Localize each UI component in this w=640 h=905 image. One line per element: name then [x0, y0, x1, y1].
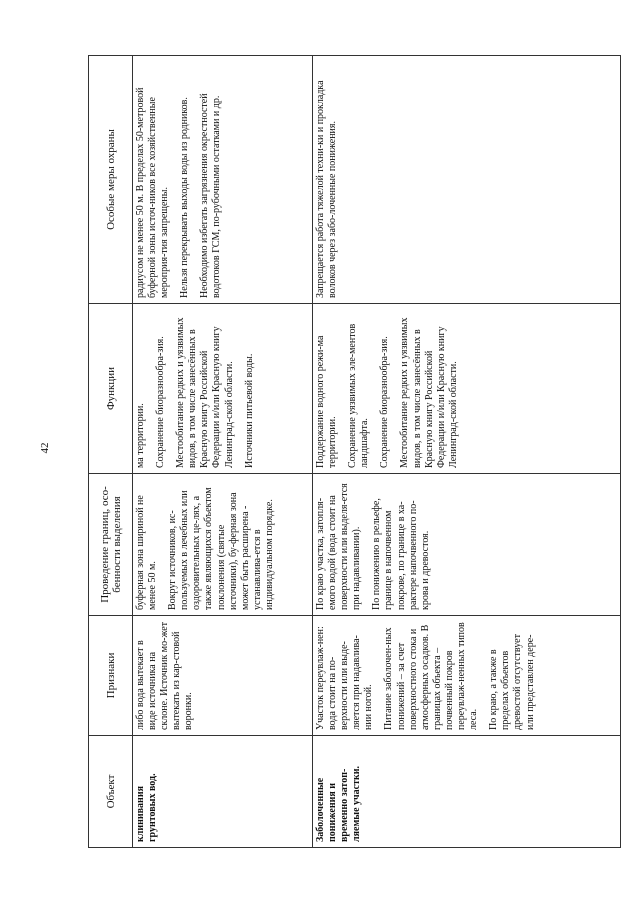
object-line: Заболоченные понижения и временно затоп-ляемые участки. [315, 765, 363, 842]
cell-borders [313, 474, 621, 616]
protection-paragraph: Запрещается работа тяжелой техни-ки и прокладка волоков через забо-лоченные понижения. [315, 80, 339, 298]
functions-paragraph: Сохранение биоразнообра-зия. [155, 336, 167, 468]
borders-paragraph: Вокруг источников, ис-пользуемых в лечебных или оздоровительных це-лях, а также являющихся объектом поклонения (святые источники), бу-ферная зона может быть расширена - устанавлива-ется в индивидуальном порядке. [167, 487, 275, 610]
cell-object [133, 736, 313, 848]
functions-paragraph: Местообитание редких и уязвимых видов, в том числе занесённых в Красную книгу Российской Федерации и/или Красную книгу Ленинград-ской области. [175, 317, 235, 468]
signs-paragraph: Участок переувлаж-нен: вода стоит на по-верхности или выде-ляется при надавлива-нии ногой. [315, 626, 375, 730]
protection-measures-table [88, 55, 621, 848]
signs-paragraph: По краю, а также в пределах объектов древостой отсутствует или представлен дере- [488, 634, 536, 730]
functions-paragraph: Сохранение биоразнообра-зия. [379, 336, 391, 468]
header-object: Объект [89, 736, 133, 848]
header-borders: Проведение границ, осо-бенности выделения [89, 474, 133, 616]
header-functions: Функции [89, 304, 133, 474]
functions-paragraph: ма территории. [135, 403, 146, 468]
cell-functions [313, 304, 621, 474]
object-line: грунтовых вод. [147, 773, 159, 842]
borders-paragraph: По краю участка, затопля-емого водой (вода стоит на поверхности или выделя-ется при надавливании). [315, 483, 363, 610]
header-protection: Особые меры охраны [89, 56, 133, 304]
borders-paragraph: буферная зона шириной не менее 50 м. [135, 495, 159, 610]
cell-protection [313, 56, 621, 304]
cell-signs [313, 616, 621, 736]
functions-paragraph: Источники питьевой воды. [243, 353, 255, 468]
cell-functions [133, 304, 313, 474]
rotated-page-content [88, 56, 620, 848]
cell-borders [133, 474, 313, 616]
object-line: клинивания [135, 786, 146, 842]
table-row [133, 56, 313, 848]
functions-paragraph: Поддержание водного режи-ма территории. [315, 335, 339, 468]
table-header-row [89, 56, 133, 848]
cell-signs [133, 616, 313, 736]
signs-paragraph: либо вода вытекает в виде источника на склоне. Источник мо-жет вытекать из кар-стовой воронки. [135, 621, 195, 730]
page-number: 42 [39, 442, 51, 454]
protection-paragraph: Необходимо избегать загрязнения окрестностей водотоков ГСМ, по-рубочными остатками и др. [199, 93, 223, 298]
protection-paragraph: Нельзя перекрывать выходы воды из родников. [179, 97, 191, 298]
functions-paragraph: Сохранение уязвимых эле-ментов ландшафта. [347, 323, 371, 468]
functions-paragraph: Местообитание редких и уязвимых видов, в том числе занесённых в Красную книгу Российской Федерации и/или Красную книгу Ленинград-ской области. [399, 317, 459, 468]
protection-paragraph: радиусом не менее 50 м. В пределах 50-метровой буферной зоны источ-ников все хозяйственные мероприя-тия запрещены. [135, 87, 171, 298]
cell-object [313, 736, 621, 848]
cell-protection [133, 56, 313, 304]
header-signs: Признаки [89, 616, 133, 736]
page-number-box [38, 436, 52, 460]
borders-paragraph: По понижению в рельефе, границе в напочвенном покрове, по границе в ха-рактере напочвенного по-крова и древостоя. [371, 498, 431, 610]
table-row [313, 56, 621, 848]
signs-paragraph: Питание заболочен-ных понижений – за счет поверхностного стока и атмосферных осадков. В границах объекта – почвенный покров переувлаж-ненных типов леса. [383, 622, 480, 730]
